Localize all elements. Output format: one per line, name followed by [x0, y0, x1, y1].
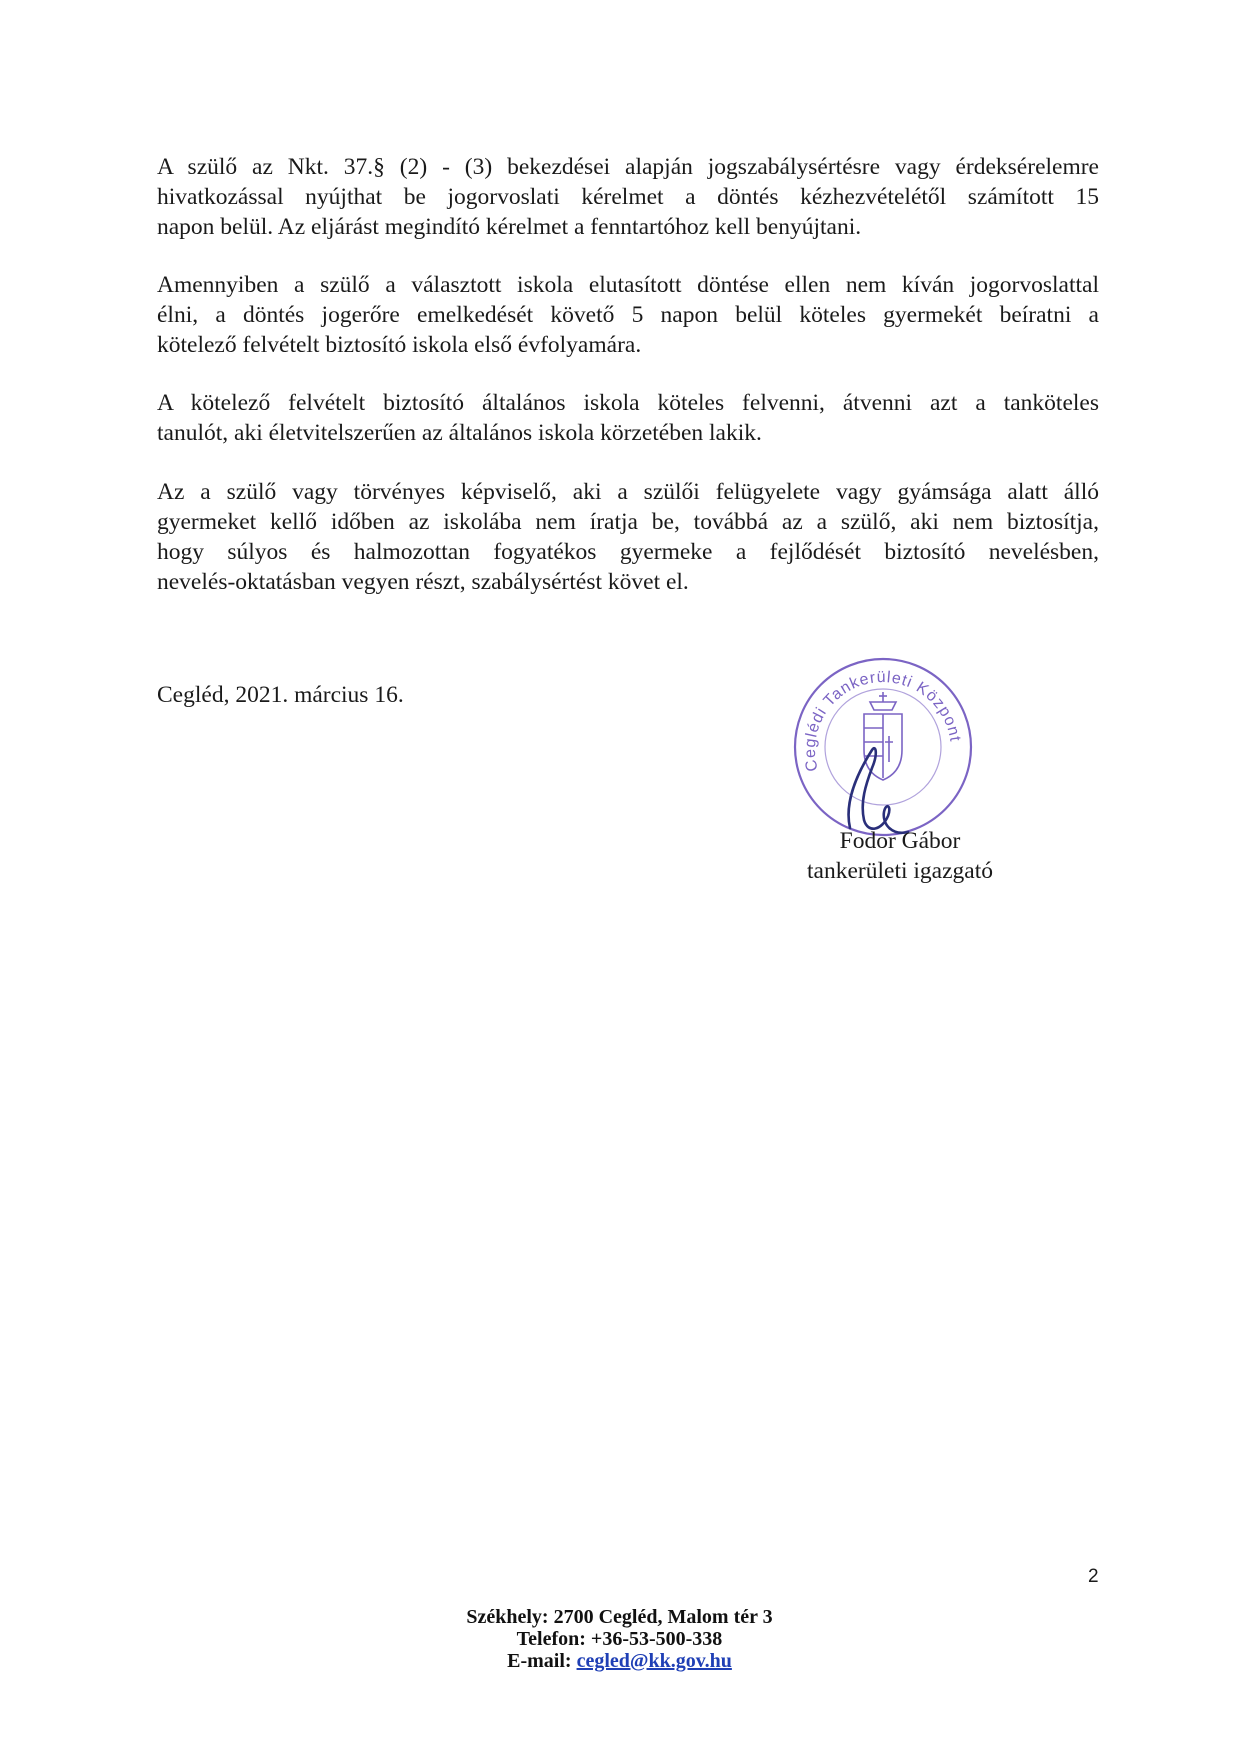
paragraph-mandatory-school [157, 388, 1099, 448]
page-number: 2 [1088, 1566, 1099, 1587]
signer-name: Fodor Gábor [839, 828, 961, 854]
footer-email-label: E-mail: [507, 1650, 572, 1672]
footer-phone: Telefon: +36-53-500-338 [516, 1628, 723, 1650]
text-line: hogy súlyos és halmozottan fogyatékos gyermeke a fejlődését biztosító nevelésben, [157, 539, 1099, 565]
footer-address: Székhely: 2700 Cegléd, Malom tér 3 [466, 1606, 773, 1628]
footer [0, 1606, 1239, 1672]
paragraph-offense [157, 477, 1099, 597]
text-line: hivatkozással nyújthat be jogorvoslati kérelmet a döntés kézhezvételétől számított 15 [157, 184, 1099, 210]
text-line: tanulót, aki életvitelszerűen az általános iskola körzetében lakik. [157, 420, 762, 446]
stamp-text: Ceglédi Tankerületi Központ [801, 668, 964, 773]
text-line: gyermeket kellő időben az iskolába nem íratja be, továbbá az a szülő, aki nem biztosítja, [157, 509, 1099, 535]
text-line: napon belül. Az eljárást megindító kérelmet a fenntartóhoz kell benyújtani. [157, 214, 862, 240]
text-line: nevelés-oktatásban vegyen részt, szabálysértést követ el. [157, 569, 689, 595]
text-line: Amennyiben a szülő a választott iskola elutasított döntése ellen nem kíván jogorvoslattal [157, 272, 1099, 298]
signer-title: tankerületi igazgató [807, 858, 993, 884]
coat-of-arms-icon [864, 692, 902, 780]
text-line: A szülő az Nkt. 37.§ (2) - (3) bekezdései alapján jogszabálysértésre vagy érdeksérelemre [157, 154, 1099, 180]
text-line: A kötelező felvételt biztosító általános iskola köteles felvenni, átvenni azt a tanköteles [157, 390, 1099, 416]
official-stamp [788, 652, 978, 842]
text-line: élni, a döntés jogerőre emelkedését követő 5 napon belül köteles gyermekét beíratni a [157, 302, 1099, 328]
footer-email-link[interactable]: cegled@kk.gov.hu [576, 1650, 732, 1672]
signature-block [780, 826, 1020, 886]
footer-email-line [0, 1650, 1239, 1672]
document-date: Cegléd, 2021. március 16. [157, 682, 404, 708]
paragraph-enrollment [157, 270, 1099, 360]
paragraph-appeal [157, 152, 1099, 242]
text-line: kötelező felvételt biztosító iskola első évfolyamára. [157, 332, 642, 358]
signature-mark [849, 748, 908, 833]
text-line: Az a szülő vagy törvényes képviselő, aki a szülői felügyelete vagy gyámsága alatt álló [157, 479, 1099, 505]
